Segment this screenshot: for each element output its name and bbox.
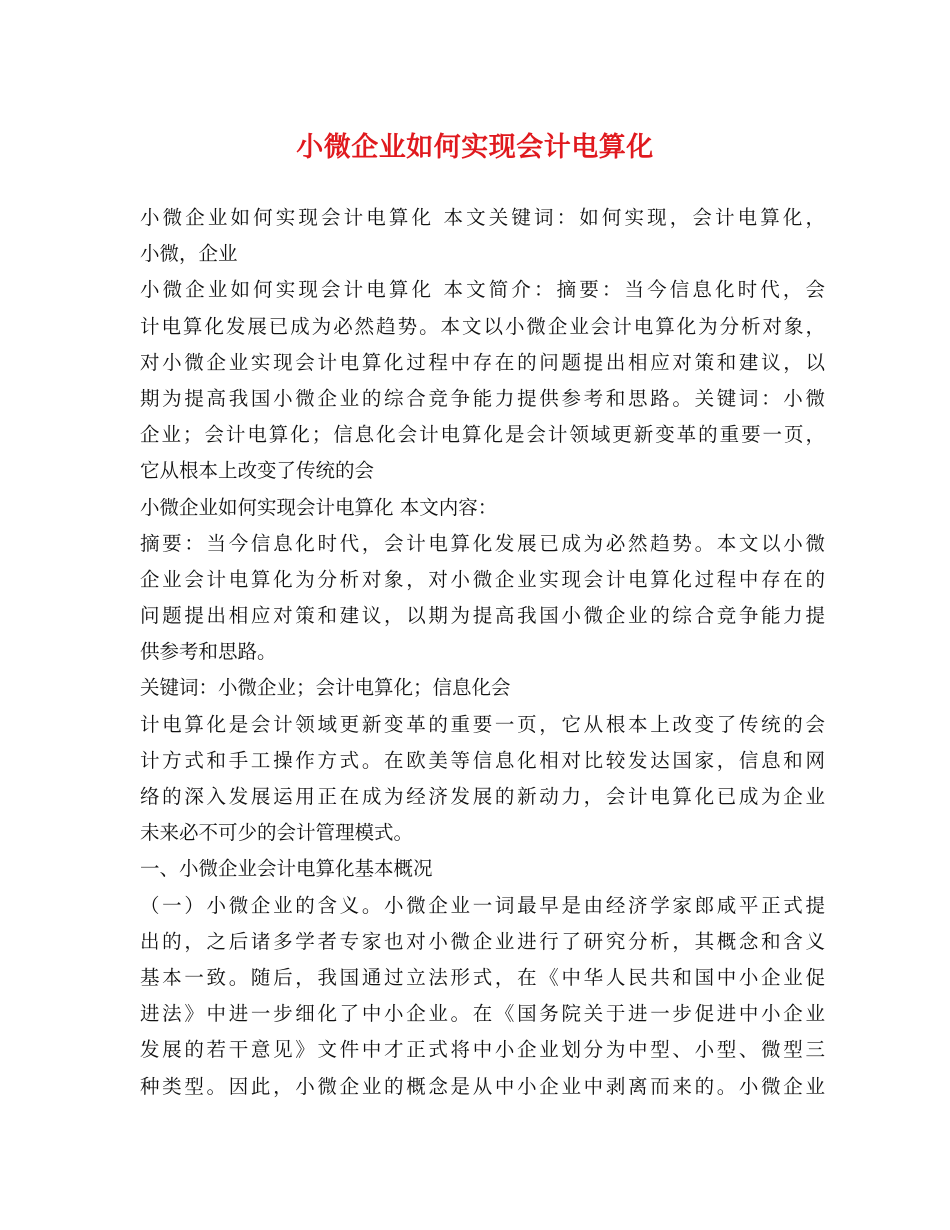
body-line: 供参考和思路。 — [140, 640, 277, 664]
body-line: （一）小微企业的含义。小微企业一词最早是由经济学家郎咸平正式提 — [140, 893, 825, 917]
body-line: 小微企业如何实现会计电算化 本文关键词：如何实现，会计电算化， — [140, 206, 825, 229]
body-line: 计电算化发展已成为必然趋势。本文以小微企业会计电算化为分析对象， — [140, 314, 825, 338]
body-line: 络的深入发展运用正在成为经济发展的新动力，会计电算化已成为企业 — [140, 785, 825, 808]
body-line: 发展的若干意见》文件中才正式将中小企业划分为中型、小型、微型三 — [140, 1038, 825, 1062]
body-line: 对小微企业实现会计电算化过程中存在的问题提出相应对策和建议，以 — [140, 350, 825, 374]
body-line: 期为提高我国小微企业的综合竞争能力提供参考和思路。关键词：小微 — [140, 386, 825, 410]
document-title: 小微企业如何实现会计电算化 — [296, 132, 654, 163]
body-line: 关键词：小微企业；会计电算化；信息化会 — [140, 676, 511, 700]
body-line: 小微企业如何实现会计电算化 本文简介：摘要：当今信息化时代，会 — [140, 278, 825, 302]
body-line: 摘要：当今信息化时代，会计电算化发展已成为必然趋势。本文以小微 — [140, 531, 825, 555]
body-line: 计方式和手工操作方式。在欧美等信息化相对比较发达国家，信息和网 — [140, 748, 825, 772]
body-line: 问题提出相应对策和建议，以期为提高我国小微企业的综合竞争能力提 — [140, 604, 825, 628]
body-line: 基本一致。随后，我国通过立法形式，在《中华人民共和国中小企业促 — [140, 965, 825, 989]
body-line: 小微企业如何实现会计电算化 本文内容： — [140, 495, 498, 519]
body-line: 计电算化是会计领域更新变革的重要一页，它从根本上改变了传统的会 — [140, 712, 825, 736]
body-line: 小微，企业 — [140, 242, 238, 266]
body-line: 企业会计电算化为分析对象，对小微企业实现会计电算化过程中存在的 — [140, 567, 825, 591]
body-line: 它从根本上改变了传统的会 — [140, 459, 375, 483]
body-line: 出的，之后诸多学者专家也对小微企业进行了研究分析，其概念和含义 — [140, 929, 825, 953]
document-body — [140, 200, 825, 1105]
body-line: 进法》中进一步细化了中小企业。在《国务院关于进一步促进中小企业 — [140, 1002, 825, 1026]
body-line: 企业；会计电算化；信息化会计电算化是会计领域更新变革的重要一页， — [140, 423, 825, 447]
body-line: 种类型。因此，小微企业的概念是从中小企业中剥离而来的。小微企业 — [140, 1074, 825, 1098]
body-line: 未来必不可少的会计管理模式。 — [140, 821, 414, 845]
section-heading: 一、小微企业会计电算化基本概况 — [140, 857, 433, 881]
